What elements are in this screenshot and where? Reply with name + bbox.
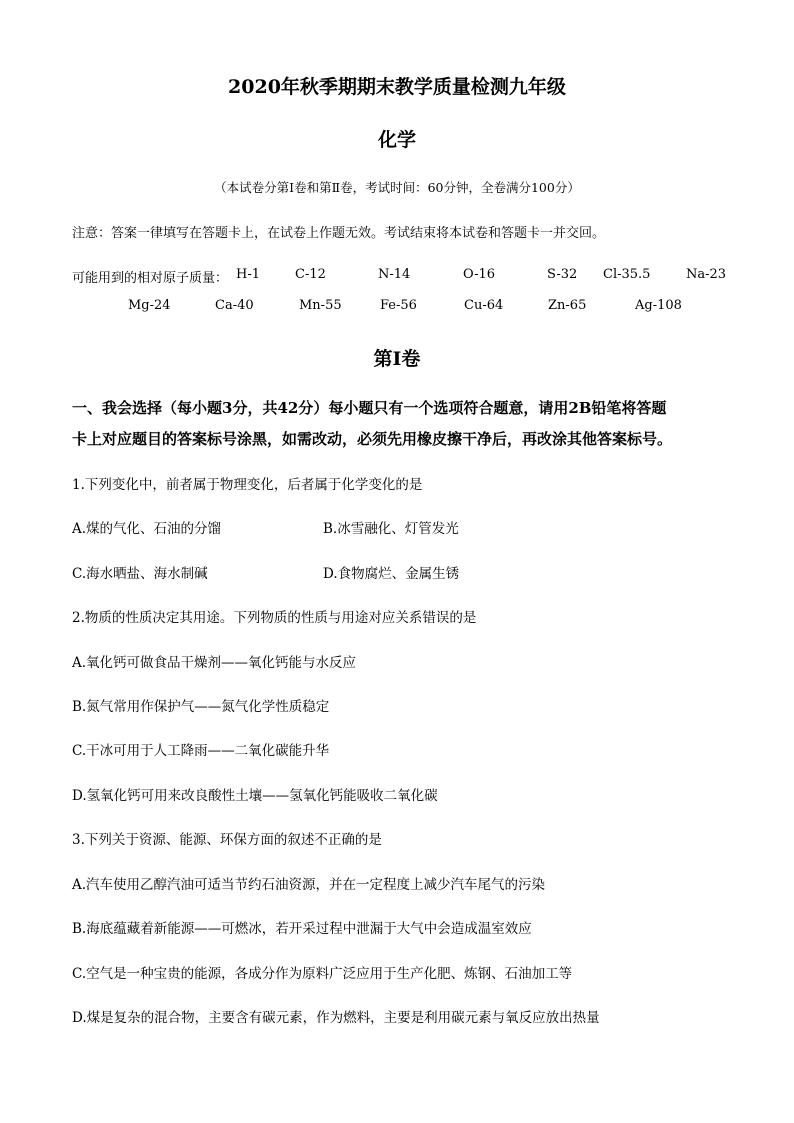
section-title: 第Ⅰ卷: [373, 348, 421, 370]
question-3-option-b: B.海底蕴藏着新能源——可燃冰，若开采过程中泄漏于大气中会造成温室效应: [72, 921, 532, 937]
question-3-option-d: D.煤是复杂的混合物，主要含有碳元素，作为燃料，主要是利用碳元素与氧反应放出热量: [72, 1010, 600, 1026]
question-2-option-c: C.干冰可用于人工降雨——二氧化碳能升华: [72, 743, 330, 759]
question-3-stem: 3.下列关于资源、能源、环保方面的叙述不正确的是: [72, 832, 382, 848]
atomic-mass-item: C-12: [295, 267, 326, 282]
atomic-mass-item: H-1: [236, 267, 261, 282]
question-2-option-a: A.氧化钙可做食品干燥剂——氧化钙能与水反应: [72, 655, 357, 671]
question-3-option-c: C.空气是一种宝贵的能源，各成分作为原料广泛应用于生产化肥、炼钢、石油加工等: [72, 966, 573, 982]
atomic-mass-item: Ca-40: [215, 298, 254, 313]
question-2-option-d: D.氢氧化钙可用来改良酸性土壤——氢氧化钙能吸收二氧化碳: [72, 788, 438, 804]
atomic-mass-item: Ag-108: [635, 298, 682, 313]
exam-title: 2020年秋季期期末教学质量检测九年级: [228, 76, 566, 98]
atomic-mass-item: Fe-56: [380, 298, 417, 313]
atomic-mass-label: 可能用到的相对原子质量：: [72, 271, 229, 286]
atomic-mass-item: Zn-65: [548, 298, 587, 313]
subject-title: 化学: [377, 129, 416, 151]
question-1-option-d: D.食物腐烂、金属生锈: [323, 566, 460, 582]
question-1-option-c: C.海水晒盐、海水制碱: [72, 566, 208, 582]
question-2-option-b: B.氮气常用作保护气——氮气化学性质稳定: [72, 699, 330, 715]
question-2-stem: 2.物质的性质决定其用途。下列物质的性质与用途对应关系错误的是: [72, 610, 477, 626]
atomic-mass-item: N-14: [378, 267, 411, 282]
atomic-mass-item: Na-23: [686, 267, 727, 282]
atomic-mass-item: Cl-35.5: [603, 267, 651, 282]
atomic-mass-item: Mn-55: [299, 298, 342, 313]
exam-notice: 注意：答案一律填写在答题卡上，在试卷上作题无效。考试结束将本试卷和答题卡一并交回。: [72, 226, 606, 241]
question-1-option-b: B.冰雪融化、灯管发光: [323, 521, 459, 537]
atomic-mass-item: Mg-24: [128, 298, 171, 313]
question-1-option-a: A.煤的气化、石油的分馏: [72, 521, 222, 537]
exam-info: （本试卷分第Ⅰ卷和第Ⅱ卷，考试时间：60分钟，全卷满分100分）: [214, 180, 580, 195]
question-1-stem: 1.下列变化中，前者属于物理变化，后者属于化学变化的是: [72, 477, 423, 493]
section-instruction-line: 一、我会选择（每小题3分，共42分）每小题只有一个选项符合题意，请用2B铅笔将答题: [72, 399, 667, 417]
atomic-mass-item: O-16: [463, 267, 496, 282]
question-3-option-a: A.汽车使用乙醇汽油可适当节约石油资源，并在一定程度上减少汽车尾气的污染: [72, 877, 546, 893]
atomic-mass-item: S-32: [547, 267, 578, 282]
section-instruction-line: 卡上对应题目的答案标号涂黑，如需改动，必须先用橡皮擦干净后，再改涂其他答案标号。: [72, 430, 673, 448]
atomic-mass-item: Cu-64: [464, 298, 504, 313]
